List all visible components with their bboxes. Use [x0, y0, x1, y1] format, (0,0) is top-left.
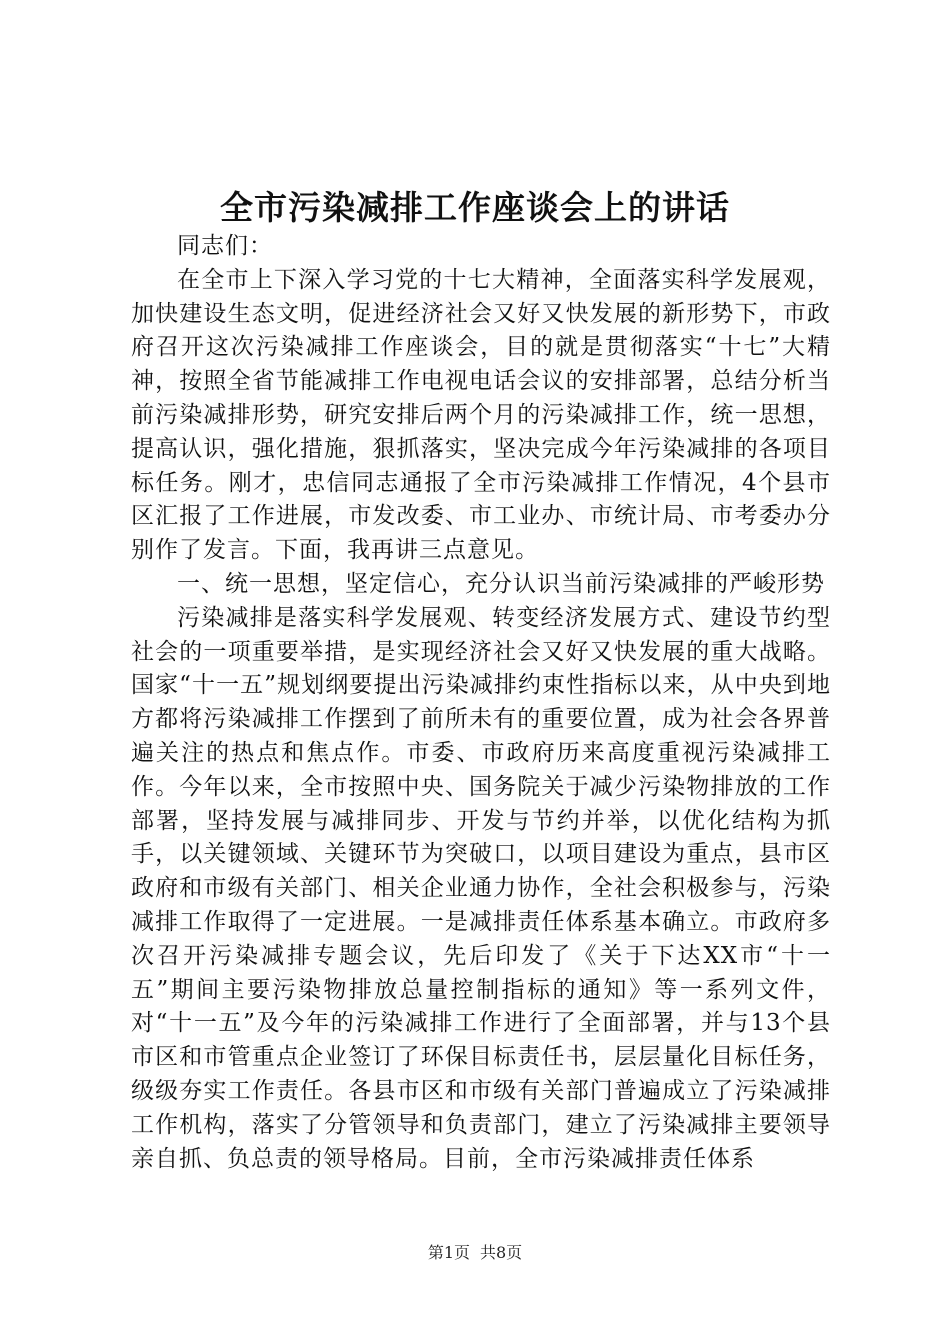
section-1-paragraph: 污染减排是落实科学发展观、转变经济发展方式、建设节约型社会的一项重要举措，是实现经济社会又好又快发展的重大战略。国家“十一五”规划纲要提出污染减排约束性指标以来，从中央到地方都将污染减排工作摆到了前所未有的重要位置，成为社会各界普遍关注的热点和焦点作。市委、市政府历来高度重视污染减排工作。今年以来，全市按照中央、国务院关于减少污染物排放的工作部署，坚持发展与减排同步、开发与节约并举，以优化结构为抓手，以关键领域、关键环节为突破口，以项目建设为重点，县市区政府和市级有关部门、相关企业通力协作，全社会积极参与，污染减排工作取得了一定进展。一是减排责任体系基本确立。市政府多次召开污染减排专题会议，先后印发了《关于下达XX市“十一五”期间主要污染物排放总量控制指标的通知》等一系列文件，对“十一五”及今年的污染减排工作进行了全面部署，并与13个县市区和市管重点企业签订了环保目标责任书，层层量化目标任务，级级夯实工作责任。各县市区和市级有关部门普遍成立了污染减排工作机构，落实了分管领导和负责部门，建立了污染减排主要领导亲自抓、负总责的领导格局。目前，全市污染减排责任体系: [131, 604, 831, 1172]
page-number: 第1页: [427, 1243, 470, 1262]
page-total: 共8页: [480, 1243, 523, 1262]
intro-paragraph: 在全市上下深入学习党的十七大精神，全面落实科学发展观，加快建设生态文明，促进经济社会又好又快发展的新形势下，市政府召开这次污染减排工作座谈会，目的就是贯彻落实“十七”大精神，按照全省节能减排工作电视电话会议的安排部署，总结分析当前污染减排形势，研究安排后两个月的污染减排工作，统一思想，提高认识，强化措施，狠抓落实，坚决完成今年污染减排的各项目标任务。刚才，忠信同志通报了全市污染减排工作情况，4个县市区汇报了工作进展，市发改委、市工业办、市统计局、市考委办分别作了发言。下面，我再讲三点意见。: [131, 266, 831, 564]
document-body: [131, 230, 831, 1176]
page-footer: [0, 1243, 950, 1263]
section-heading-1: 一、统一思想，坚定信心，充分认识当前污染减排的严峻形势: [177, 570, 825, 597]
document-title: 全市污染减排工作座谈会上的讲话: [220, 188, 730, 227]
salutation-paragraph: 同志们：: [177, 233, 273, 259]
